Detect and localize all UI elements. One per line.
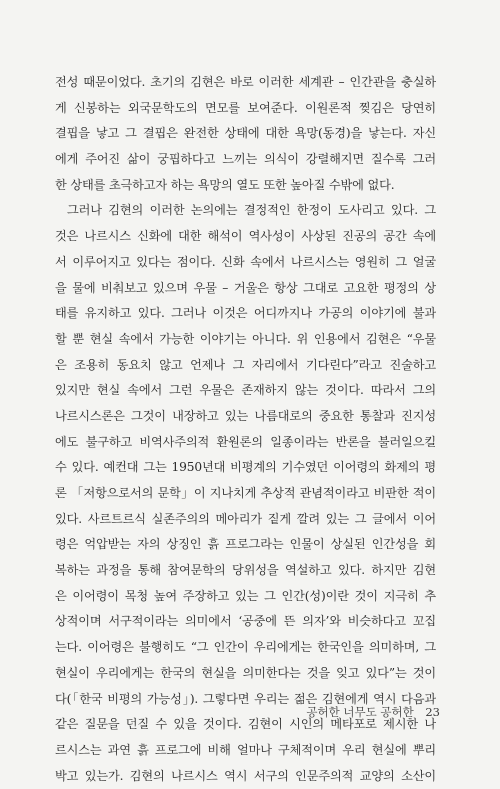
running-title: 공허한 너무도 공허한 — [306, 705, 414, 719]
text-line: 박고 있는가. 김현의 나르시스 역시 서구의 인문주의적 교양의 소산이 — [55, 768, 436, 783]
text-line: 현실이 우리에게는 한국의 현실을 의미한다는 것을 잊고 있다”는 것이 — [55, 665, 436, 680]
text-line: 복하는 과정을 통해 참여문학의 당위성을 역설하고 있다. 하지만 김현 — [55, 563, 436, 578]
text-line: 그러나 김현의 이러한 논의에는 결정적인 한정이 도사리고 있다. 그 — [67, 203, 436, 218]
text-line: 에게 주어진 삶이 궁핍하다고 느끼는 의식이 강렬해지면 질수록 그러 — [55, 152, 436, 167]
text-line: 있다. 사르트르식 실존주의의 메아리가 짙게 깔려 있는 그 글에서 이어 — [55, 511, 436, 526]
page-footer — [306, 704, 440, 720]
text-line: 한 상태를 초극하고자 하는 욕망의 열도 또한 높아질 수밖에 없다. — [55, 177, 395, 192]
text-line: 같은 질문을 던질 수 있을 것이다. 김현이 시인의 메타포로 제시한 나 — [55, 717, 436, 732]
text-line: 전성 때문이었다. 초기의 김현은 바로 이러한 세계관 – 인간관을 충실하 — [55, 75, 436, 89]
text-line: 태를 유지하고 있다. 그러나 이것은 어디까지나 가공의 이야기에 불과 — [55, 306, 436, 321]
text-line: 게 신봉하는 외국문학도의 면모를 보여준다. 이원론적 찢김은 당연히 — [55, 100, 436, 115]
text-line: 은 이어령이 목청 높여 주장하고 있는 그 인간(성)이란 것이 지극히 추 — [55, 588, 436, 603]
body-text — [55, 70, 436, 789]
text-line: 있지만 현실 속에서 그런 우물은 존재하지 않는 것이다. 따라서 그의 — [55, 383, 436, 398]
text-line: 는다. 이어령은 불행히도 “그 인간이 우리에게는 한국인을 의미하며, 그 — [55, 640, 436, 655]
text-line: 은 조용히 동요치 않고 언제나 그 자리에서 기다린다”라고 진술하고 — [55, 357, 436, 372]
text-line: 에도 불구하고 비역사주의적 환원론의 일종이라는 반론을 불러일으킬 — [55, 434, 436, 449]
text-line: 것은 나르시스 신화에 대한 해석이 역사성이 사상된 진공의 공간 속에 — [55, 229, 436, 244]
text-line: 상적이며 서구적이라는 의미에서 ‘공중에 뜬 의자’와 비슷하다고 꼬집 — [55, 614, 436, 629]
text-line: 할 뿐 현실 속에서 가능한 이야기는 아니다. 위 인용에서 김현은 “우물 — [55, 331, 436, 346]
text-line: 론 「저항으로서의 문학」이 지나치게 추상적 관념적이라고 비판한 적이 — [55, 486, 436, 500]
text-line: 결핍을 낳고 그 결핍은 완전한 상태에 대한 욕망(동경)을 낳는다. 자신 — [55, 126, 436, 141]
text-line: 수 있다. 예컨대 그는 1950년대 비평계의 기수였던 이어령의 화제의 평 — [55, 460, 436, 475]
paragraph-1 — [55, 70, 436, 198]
text-line: 다(「한국 비평의 가능성」). 그렇다면 우리는 젊은 김현에게 역시 다음과 — [55, 691, 436, 706]
text-line: 르시스는 과연 흙 프로그에 비해 얼마나 구체적이며 우리 현실에 뿌리 — [55, 742, 436, 757]
paragraph-2 — [55, 198, 436, 789]
text-line: 을 물에 비춰보고 있으며 우물 – 거울은 항상 그대로 고요한 평정의 상 — [55, 280, 436, 295]
text-line: 나르시스론은 그것이 내장하고 있는 나름대로의 중요한 통찰과 진지성 — [55, 408, 436, 423]
text-line: 령은 억압받는 자의 상징인 흙 프로그라는 인물이 상실된 인간성을 회 — [55, 537, 436, 552]
page-number: 23 — [425, 705, 440, 719]
text-line: 서 이루어지고 있다는 점이다. 신화 속에서 나르시스는 영원히 그 얼굴 — [55, 254, 436, 269]
